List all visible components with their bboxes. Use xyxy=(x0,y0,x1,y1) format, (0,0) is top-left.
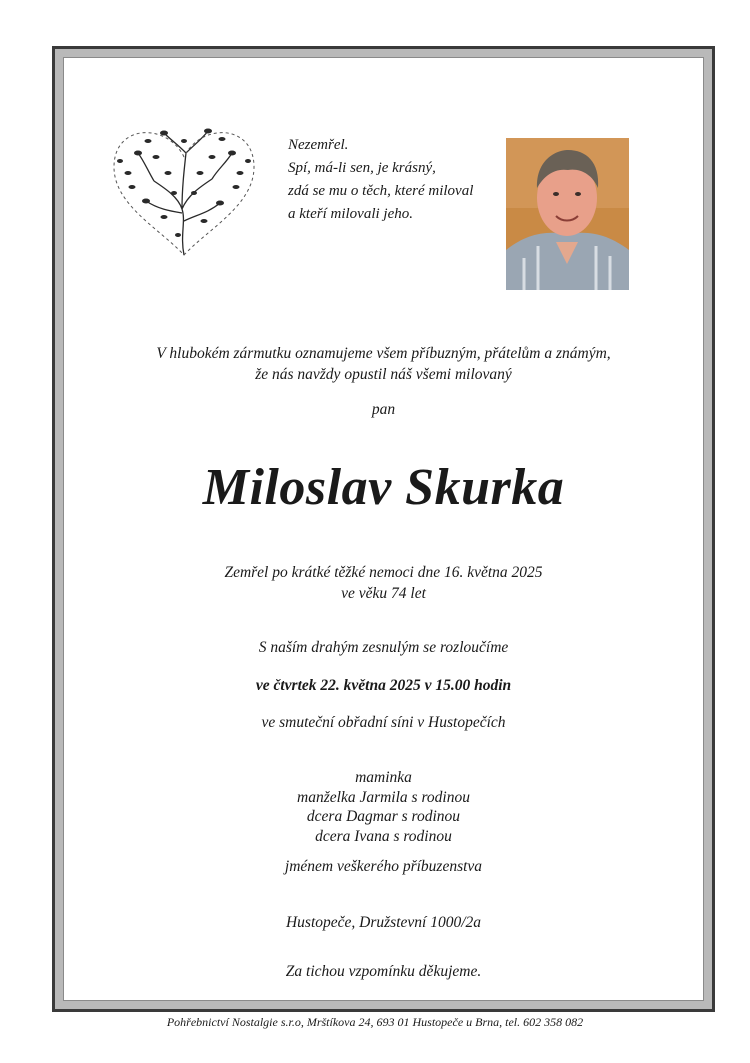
farewell-intro: S naším drahým zesnulým se rozloučíme xyxy=(258,639,509,656)
mourners-list xyxy=(63,768,704,846)
heart-tree-icon xyxy=(108,117,260,259)
mourner: manželka Jarmila s rodinou xyxy=(297,788,470,806)
announcement-line: že nás navždy opustil náš všemi milovaný xyxy=(255,366,512,383)
thanks: Za tichou vzpomínku děkujeme. xyxy=(285,963,482,980)
title-pan: pan xyxy=(371,401,396,418)
memorial-poem xyxy=(288,134,498,226)
announcement xyxy=(63,343,704,385)
poem-line: a kteří milovali jeho. xyxy=(288,206,413,222)
funeral-service-footer: Pohřebnictví Nostalgie s.r.o, Mrštíkova 24, 693 01 Hustopeče u Brna, tel. 602 358 082 xyxy=(166,1015,584,1029)
death-info-line: Zemřel po krátké těžké nemoci dne 16. května 2025 xyxy=(224,564,543,581)
ceremony-time: ve čtvrtek 22. května 2025 v 15.00 hodin xyxy=(255,677,512,694)
poem-line: Spí, má-li sen, je krásný, xyxy=(288,160,436,176)
portrait-photo xyxy=(506,138,629,290)
mourner: maminka xyxy=(355,769,412,786)
address: Hustopeče, Družstevní 1000/2a xyxy=(285,914,481,931)
mourner: dcera Dagmar s rodinou xyxy=(306,808,461,825)
mourner: dcera Ivana s rodinou xyxy=(315,827,452,845)
family-line: jménem veškerého příbuzenstva xyxy=(284,858,483,875)
death-info-line: ve věku 74 let xyxy=(341,585,426,602)
announcement-line: V hlubokém zármutku oznamujeme všem příbuzným, přátelům a známým, xyxy=(156,345,611,362)
death-info xyxy=(63,562,704,604)
poem-line: Nezemřel. xyxy=(288,137,349,153)
ceremony-place: ve smuteční obřadní síni v Hustopečích xyxy=(261,714,506,731)
poem-line: zdá se mu o těch, které miloval xyxy=(288,183,474,199)
deceased-name: Miloslav Skurka xyxy=(202,459,565,516)
